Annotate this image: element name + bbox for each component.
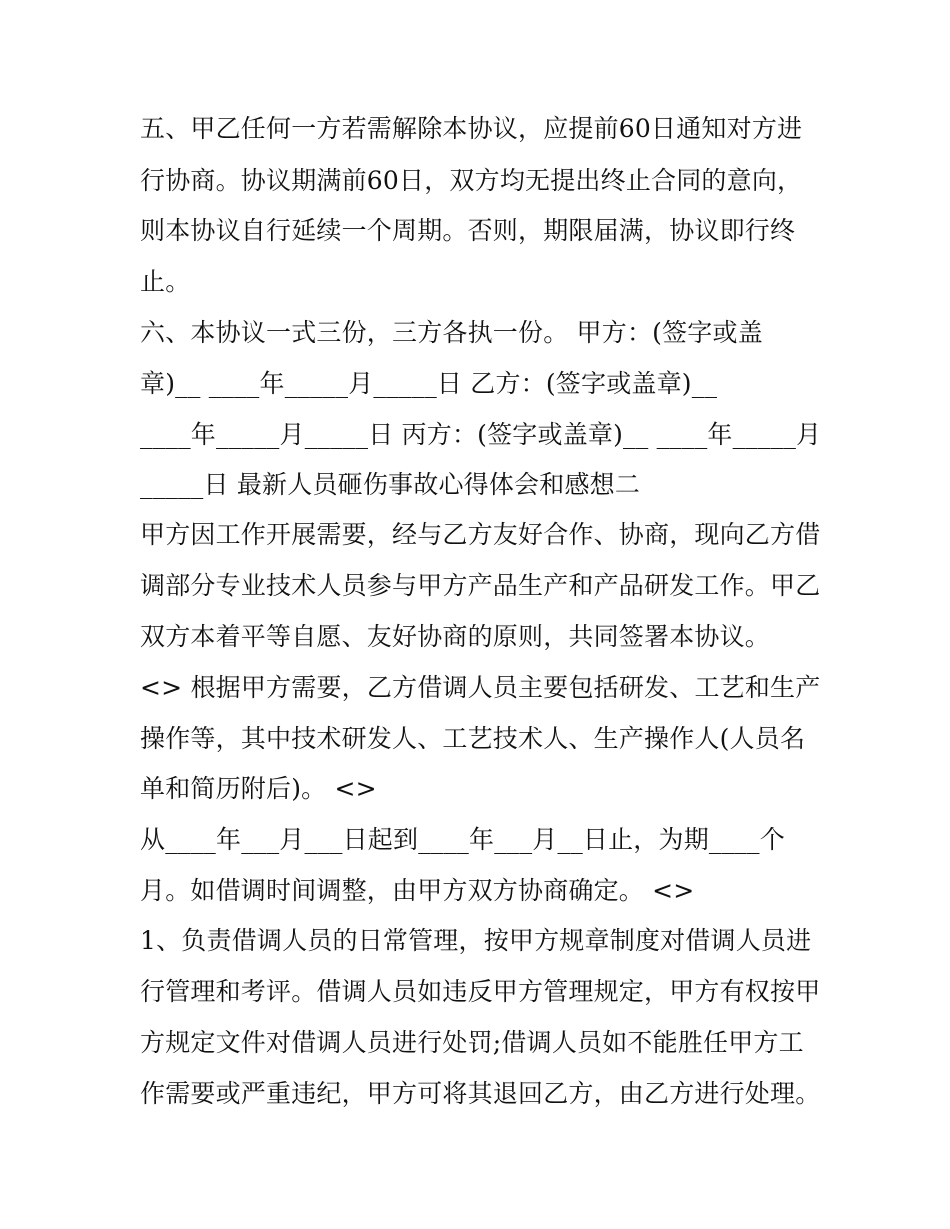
- text-line: 作需要或严重违纪，甲方可将其退回乙方，由乙方进行处理。: [140, 1079, 821, 1108]
- text-line: 则本协议自行延续一个周期。否则，期限届满，协议即行终: [140, 216, 796, 245]
- text-line: _____日 最新人员砸伤事故心得体会和感想二: [140, 470, 641, 499]
- text-line: 六、本协议一式三份，三方各执一份。 甲方：(签字或盖: [140, 318, 763, 347]
- text-line: 止。: [140, 267, 191, 296]
- text-line: 单和简历附后)。 <>: [140, 774, 377, 803]
- text-line: 月。如借调时间调整，由甲方双方协商确定。 <>: [140, 876, 695, 905]
- text-line: 行管理和考评。借调人员如违反甲方管理规定，甲方有权按甲: [140, 977, 821, 1006]
- text-line: 操作等，其中技术研发人、工艺技术人、生产操作人(人员名: [140, 724, 806, 753]
- text-line: <> 根据甲方需要，乙方借调人员主要包括研发、工艺和生产: [140, 673, 821, 702]
- text-line: 章)__ ____年_____月_____日 乙方：(签字或盖章)__: [140, 369, 718, 398]
- text-line: ____年_____月_____日 丙方：(签字或盖章)__ ____年_____月: [140, 420, 822, 449]
- text-line: 双方本着平等自愿、友好协商的原则，共同签署本协议。: [140, 622, 771, 651]
- text-line: 行协商。协议期满前60日，双方均无提出终止合同的意向，: [140, 166, 803, 195]
- text-line: 从____年___月___日起到____年___月__日止，为期____个: [140, 825, 785, 854]
- text-line: 调部分专业技术人员参与甲方产品生产和产品研发工作。甲乙: [140, 571, 821, 600]
- text-line: 1、负责借调人员的日常管理，按甲方规章制度对借调人员进: [140, 926, 812, 955]
- text-line: 方规定文件对借调人员进行处罚;借调人员如不能胜任甲方工: [140, 1028, 804, 1057]
- text-line: 五、甲乙任何一方若需解除本协议，应提前60日通知对方进: [140, 114, 803, 143]
- text-line: 甲方因工作开展需要，经与乙方友好合作、协商，现向乙方借: [140, 520, 821, 549]
